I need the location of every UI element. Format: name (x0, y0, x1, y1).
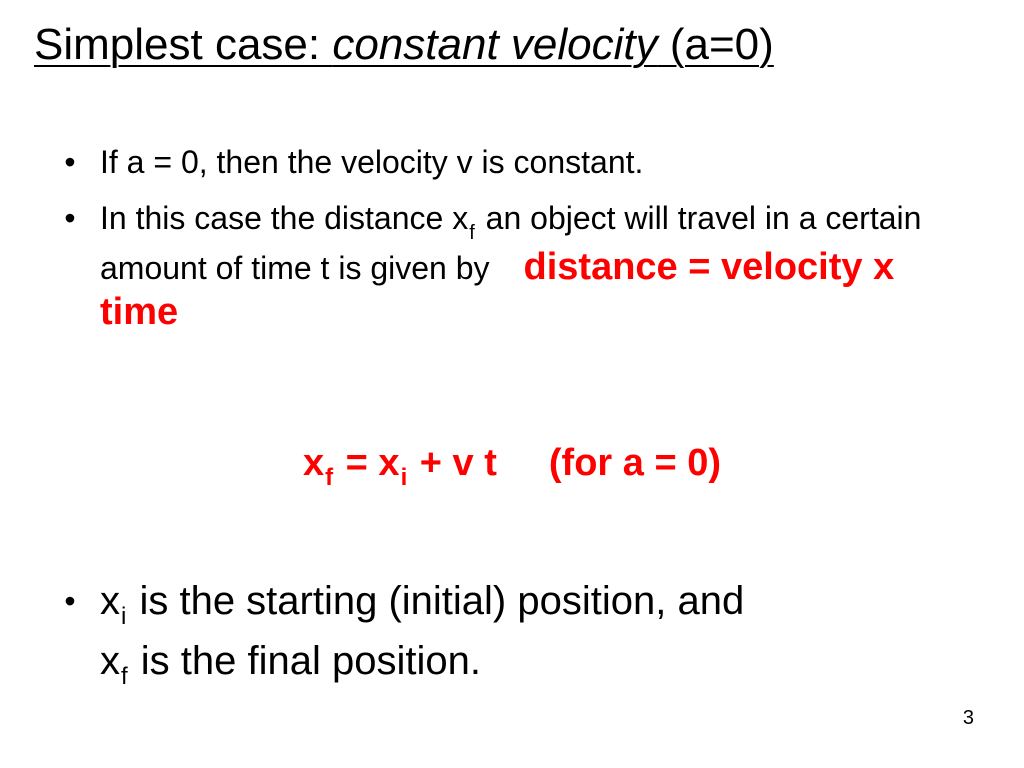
slide-title (34, 18, 774, 72)
subscript-i: i (121, 603, 127, 630)
bullet-dot-icon: • (64, 144, 76, 180)
line2-text: is the final position. (129, 639, 481, 683)
bullet-text-part2: an object will travel in a certain amount of time t is given by (100, 200, 922, 286)
bullet-item-positions (58, 574, 978, 694)
bullet-list-positions (58, 574, 978, 694)
equation-rhs: + v t (409, 442, 497, 484)
title-suffix: (a=0) (657, 20, 774, 69)
bullet-list (58, 140, 978, 347)
equation-lhs-subscript: f (325, 464, 334, 491)
var-x: x (100, 579, 120, 623)
page-number: 3 (962, 707, 974, 729)
var-x: x (100, 639, 120, 683)
bullet-dot-icon: • (64, 583, 76, 619)
bullet-text-part1: In this case the distance x (100, 200, 469, 236)
title-emphasis: constant velocity (332, 20, 658, 69)
equation-condition: (for a = 0) (548, 442, 722, 484)
subscript-f: f (121, 663, 128, 690)
bullet-item-velocity-constant (58, 140, 978, 184)
distance-formula: distance = velocity x time (100, 246, 895, 333)
equation-middle-subscript: i (400, 464, 408, 491)
subscript-f: f (469, 222, 475, 244)
equation-middle: = x (335, 442, 400, 484)
title-prefix: Simplest case: (34, 20, 333, 69)
line1-text: is the starting (initial) position, and (128, 579, 745, 623)
kinematics-equation (0, 437, 1024, 494)
bullet-dot-icon: • (64, 200, 76, 236)
equation-lhs: x (302, 442, 325, 484)
bullet-item-distance (58, 196, 978, 335)
bullet-text: If a = 0, then the velocity v is constant. (100, 144, 644, 180)
